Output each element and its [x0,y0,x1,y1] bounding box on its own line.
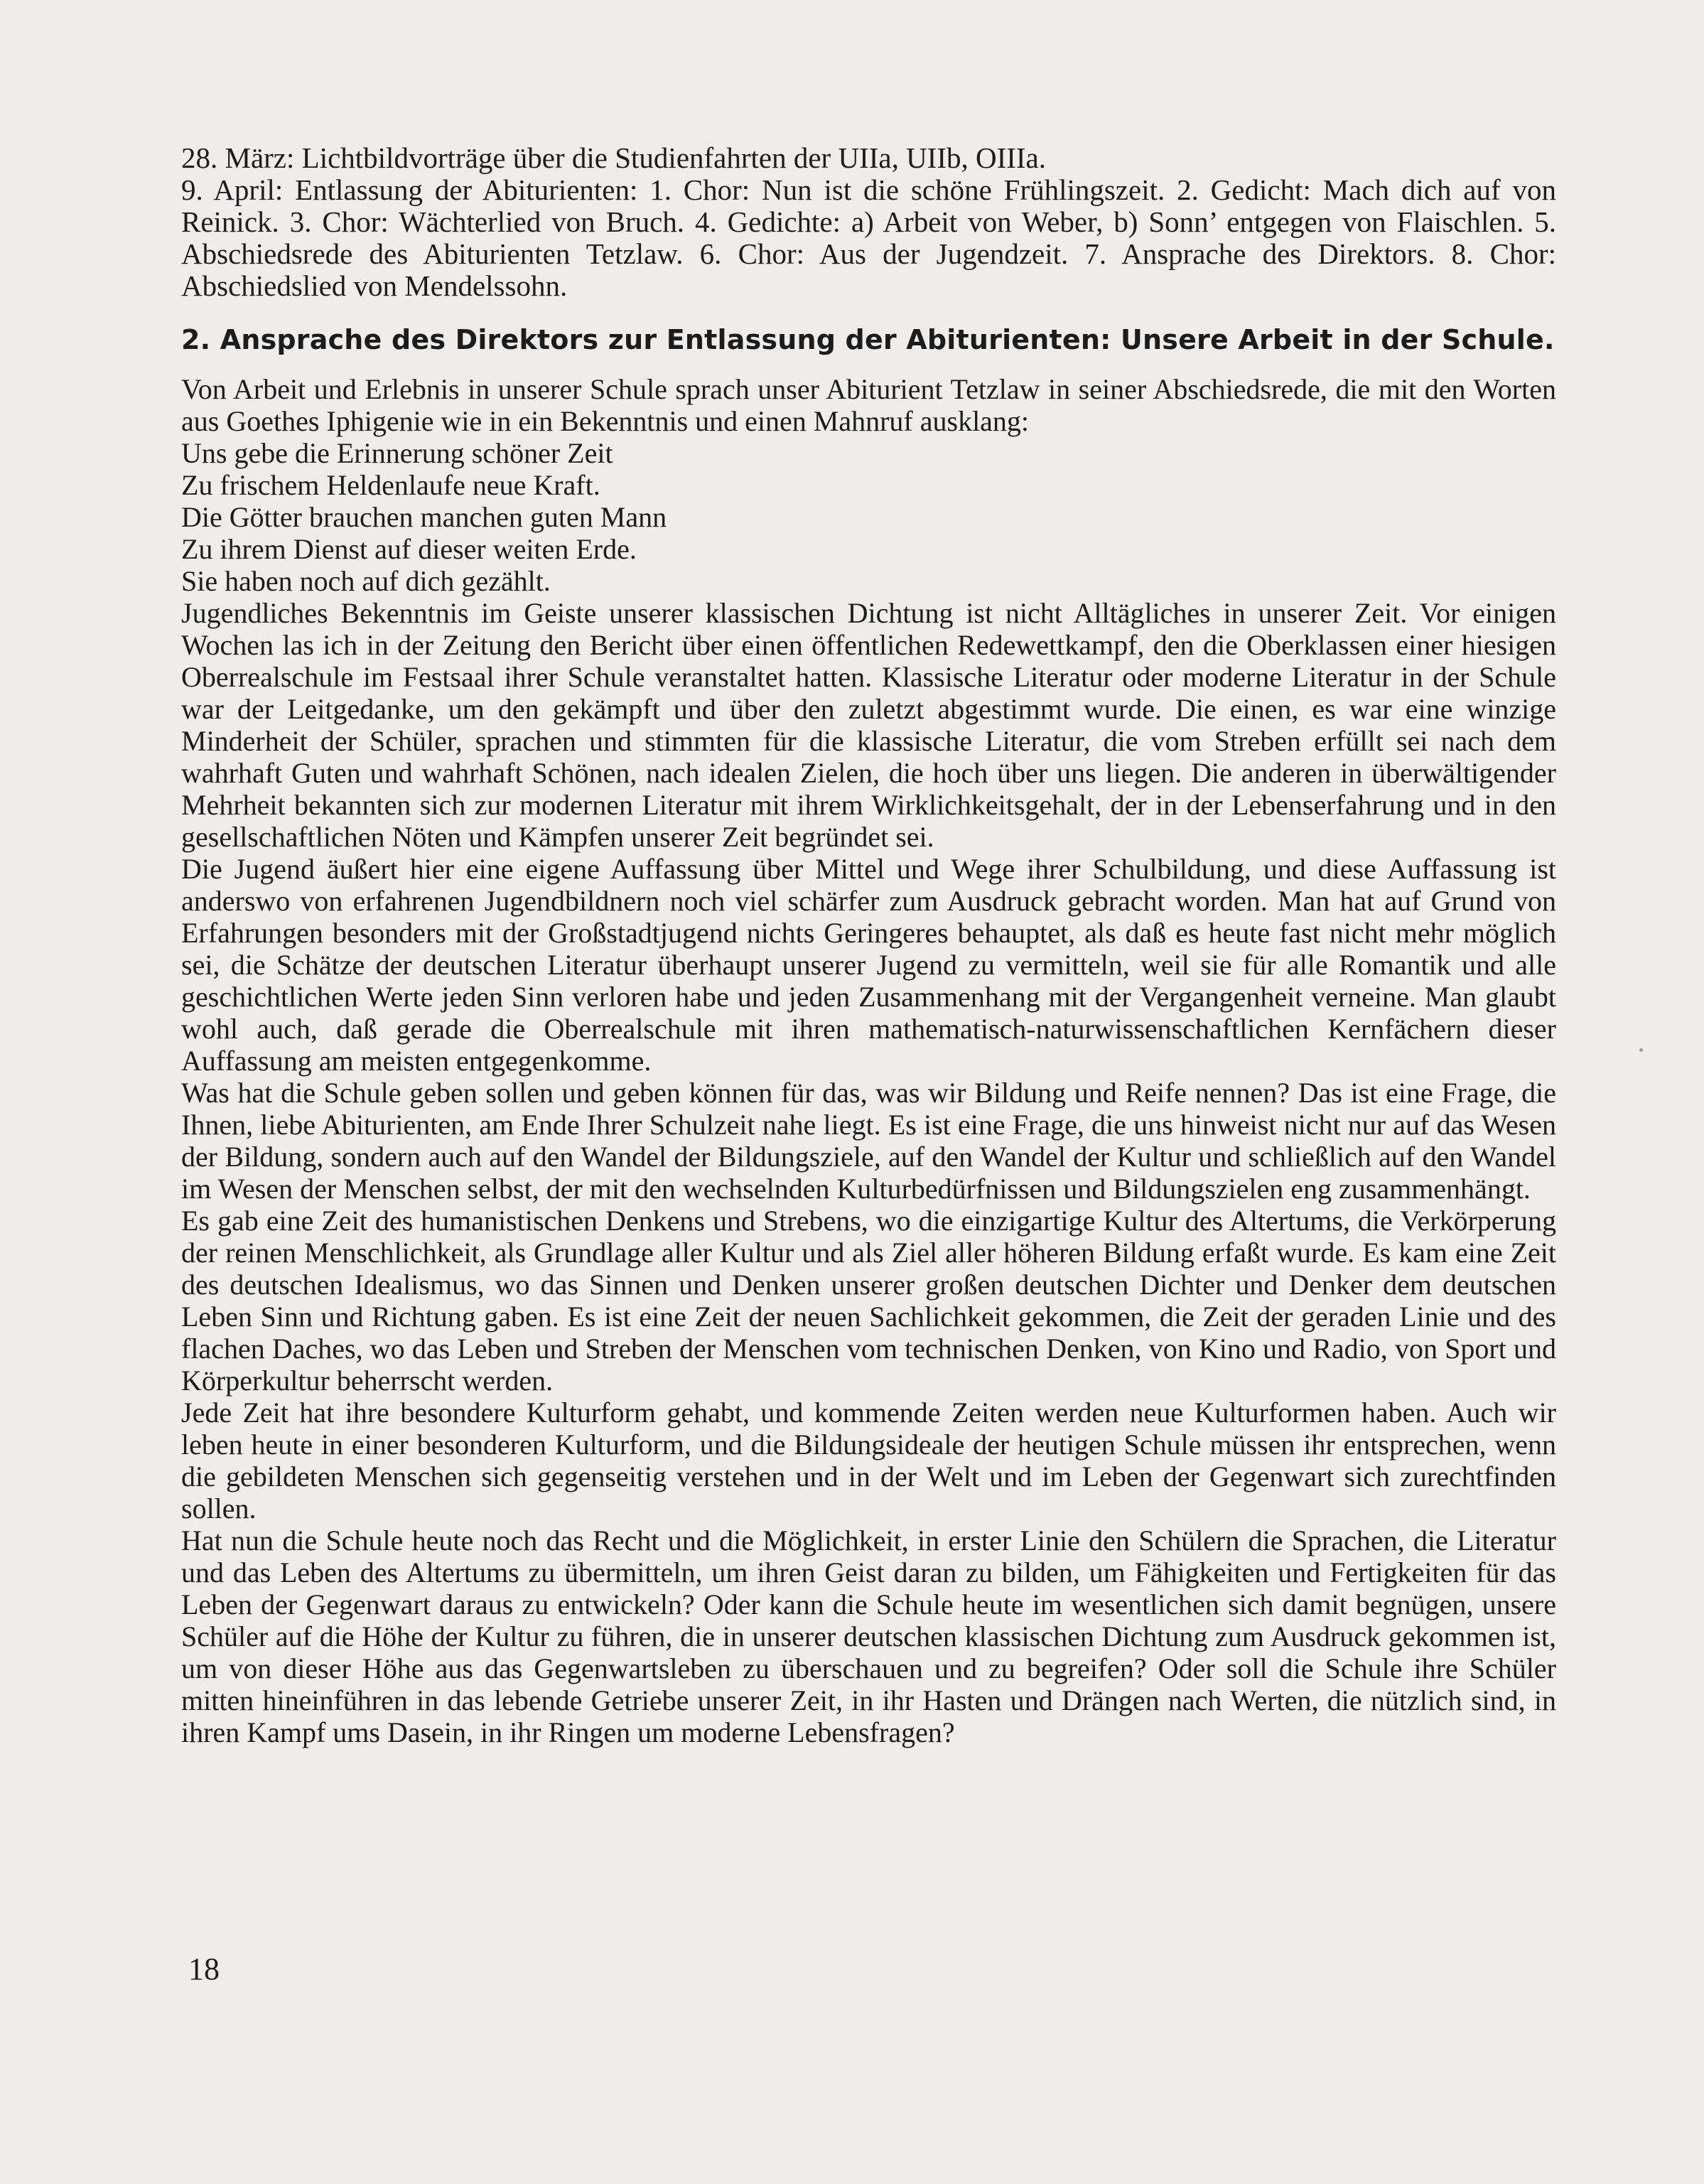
paper-speck [1639,1048,1643,1052]
page-content [181,142,1556,1748]
poem-line: Die Götter brauchen manchen guten Mann [181,501,667,533]
speech-body [181,373,1556,1748]
paragraph: Jede Zeit hat ihre besondere Kulturform gehabt, und kommende Zeiten werden neue Kulturformen haben. Auch wir leben heute in einer besonderen Kulturform, und die Bildungsideale der heutigen Schule müssen ihr entsprechen, wenn die gebildeten Menschen sich gegenseitig verstehen und in der Welt und im Leben der Gegenwart sich zurechtfinden sollen. [181,1397,1556,1524]
poem-line: Zu frischem Heldenlaufe neue Kraft. [181,469,600,501]
poem-line: Uns gebe die Erinnerung schöner Zeit [181,437,613,469]
poem-line: Sie haben noch auf dich gezählt. [181,565,551,597]
paragraph: Was hat die Schule geben sollen und geben können für das, was wir Bildung und Reife nennen? Das ist eine Frage, die Ihnen, liebe Abiturienten, am Ende Ihrer Schulzeit nahe liegt. Es ist eine Frage, die uns hinweist nicht nur auf das Wesen der Bildung, sondern auch auf den Wandel der Bildungsziele, auf den Wandel der Kultur und schließlich auf den Wandel im Wesen der Menschen selbst, der mit den wechselnden Kulturbedürfnissen und Bildungszielen eng zusammenhängt. [181,1077,1556,1205]
paragraph: Jugendliches Bekenntnis im Geiste unserer klassischen Dichtung ist nicht Alltägliches in unserer Zeit. Vor einigen Wochen las ich in der Zeitung den Bericht über einen öffentlichen Redewettkampf, den die Oberklassen einer hiesigen Oberrealschule im Festsaal ihrer Schule veranstaltet hatten. Klassische Literatur oder moderne Literatur in der Schule war der Leitgedanke, um den gekämpft und über den zuletzt abgestimmt wurde. Die einen, es war eine winzige Minderheit der Schüler, sprachen und stimmten für die klassische Literatur, die vom Streben erfüllt sei nach dem wahrhaft Guten und wahrhaft Schönen, nach idealen Zielen, die hoch über uns liegen. Die anderen in überwältigender Mehrheit bekannten sich zur modernen Literatur mit ihrem Wirklichkeitsgehalt, der in der Lebenserfahrung und in den gesellschaftlichen Nöten und Kämpfen unserer Zeit begründet sei. [181,597,1556,853]
paragraph: Es gab eine Zeit des humanistischen Denkens und Strebens, wo die einzigartige Kultur des Altertums, die Verkörperung der reinen Menschlichkeit, als Grundlage aller Kultur und als Ziel aller höheren Bildung erfaßt wurde. Es kam eine Zeit des deutschen Idealismus, wo das Sinnen und Denken unserer großen deutschen Dichter und Denker dem deutschen Leben Sinn und Richtung gaben. Es ist eine Zeit der neuen Sachlichkeit gekommen, die Zeit der geraden Linie und des flachen Daches, wo das Leben und Streben der Menschen vom technischen Denken, von Kino und Radio, von Sport und Körperkultur beherrscht werden. [181,1205,1556,1397]
page-number: 18 [188,1952,220,1986]
poem-line: Zu ihrem Dienst auf dieser weiten Erde. [181,533,637,565]
paragraph: Hat nun die Schule heute noch das Recht und die Möglichkeit, in erster Linie den Schülern die Sprachen, die Literatur und das Leben des Altertums zu übermitteln, um ihren Geist daran zu bilden, um Fähigkeiten und Fertigkeiten für das Leben der Gegenwart daraus zu entwickeln? Oder kann die Schule heute im wesentlichen sich damit begnügen, unsere Schüler auf die Höhe der Kultur zu führen, die in unserer deutschen klassischen Dichtung zum Ausdruck gekommen ist, um von dieser Höhe aus das Gegenwartsleben zu überschauen und zu begreifen? Oder soll die Schule ihre Schüler mitten hineinführen in das lebende Getriebe unserer Zeit, in ihr Hasten und Drängen nach Werten, die nützlich sind, in ihren Kampf ums Dasein, in ihr Ringen um moderne Lebensfragen? [181,1524,1556,1748]
paragraph: Die Jugend äußert hier eine eigene Auffassung über Mittel und Wege ihrer Schulbildung, und diese Auffassung ist anderswo von erfahrenen Jugendbildnern noch viel schärfer zum Ausdruck gebracht worden. Man hat auf Grund von Erfahrungen besonders mit der Großstadtjugend nichts Geringeres behauptet, als daß es heute fast nicht mehr möglich sei, die Schätze der deutschen Literatur überhaupt unserer Jugend zu vermitteln, weil sie für alle Romantik und alle geschichtlichen Werte jeden Sinn verloren habe und jeden Zusammenhang mit der Vergangenheit verneine. Man glaubt wohl auch, daß gerade die Oberrealschule mit ihren mathematisch-naturwissenschaftlichen Kernfächern dieser Auffassung am meisten entgegenkomme. [181,853,1556,1077]
intro-paragraph: Von Arbeit und Erlebnis in unserer Schule sprach unser Abiturient Tetzlaw in seiner Abschiedsrede, die mit den Worten aus Goethes Iphigenie wie in ein Bekenntnis und einen Mahnruf ausklang: [181,373,1556,437]
event-agenda [181,142,1556,302]
agenda-item: 9. April: Entlassung der Abiturienten: 1. Chor: Nun ist die schöne Frühlingszeit. 2. Gedicht: Mach dich auf von Reinick. 3. Chor: Wächterlied von Bruch. 4. Gedichte: a) Arbeit von Weber, b) Sonn’ entgegen von Flaischlen. 5. Abschiedsrede des Abiturienten Tetzlaw. 6. Chor: Aus der Jugendzeit. 7. Ansprache des Direktors. 8. Chor: Abschiedslied von Mendelssohn. [181,173,1556,302]
section-heading: 2. Ansprache des Direktors zur Entlassung der Abiturienten: Unsere Arbeit in der Schule. [181,324,1555,355]
agenda-item: 28. März: Lichtbildvorträge über die Studienfahrten der UIIa, UIIb, OIIIa. [181,141,1047,174]
poem-quote [181,437,1556,597]
